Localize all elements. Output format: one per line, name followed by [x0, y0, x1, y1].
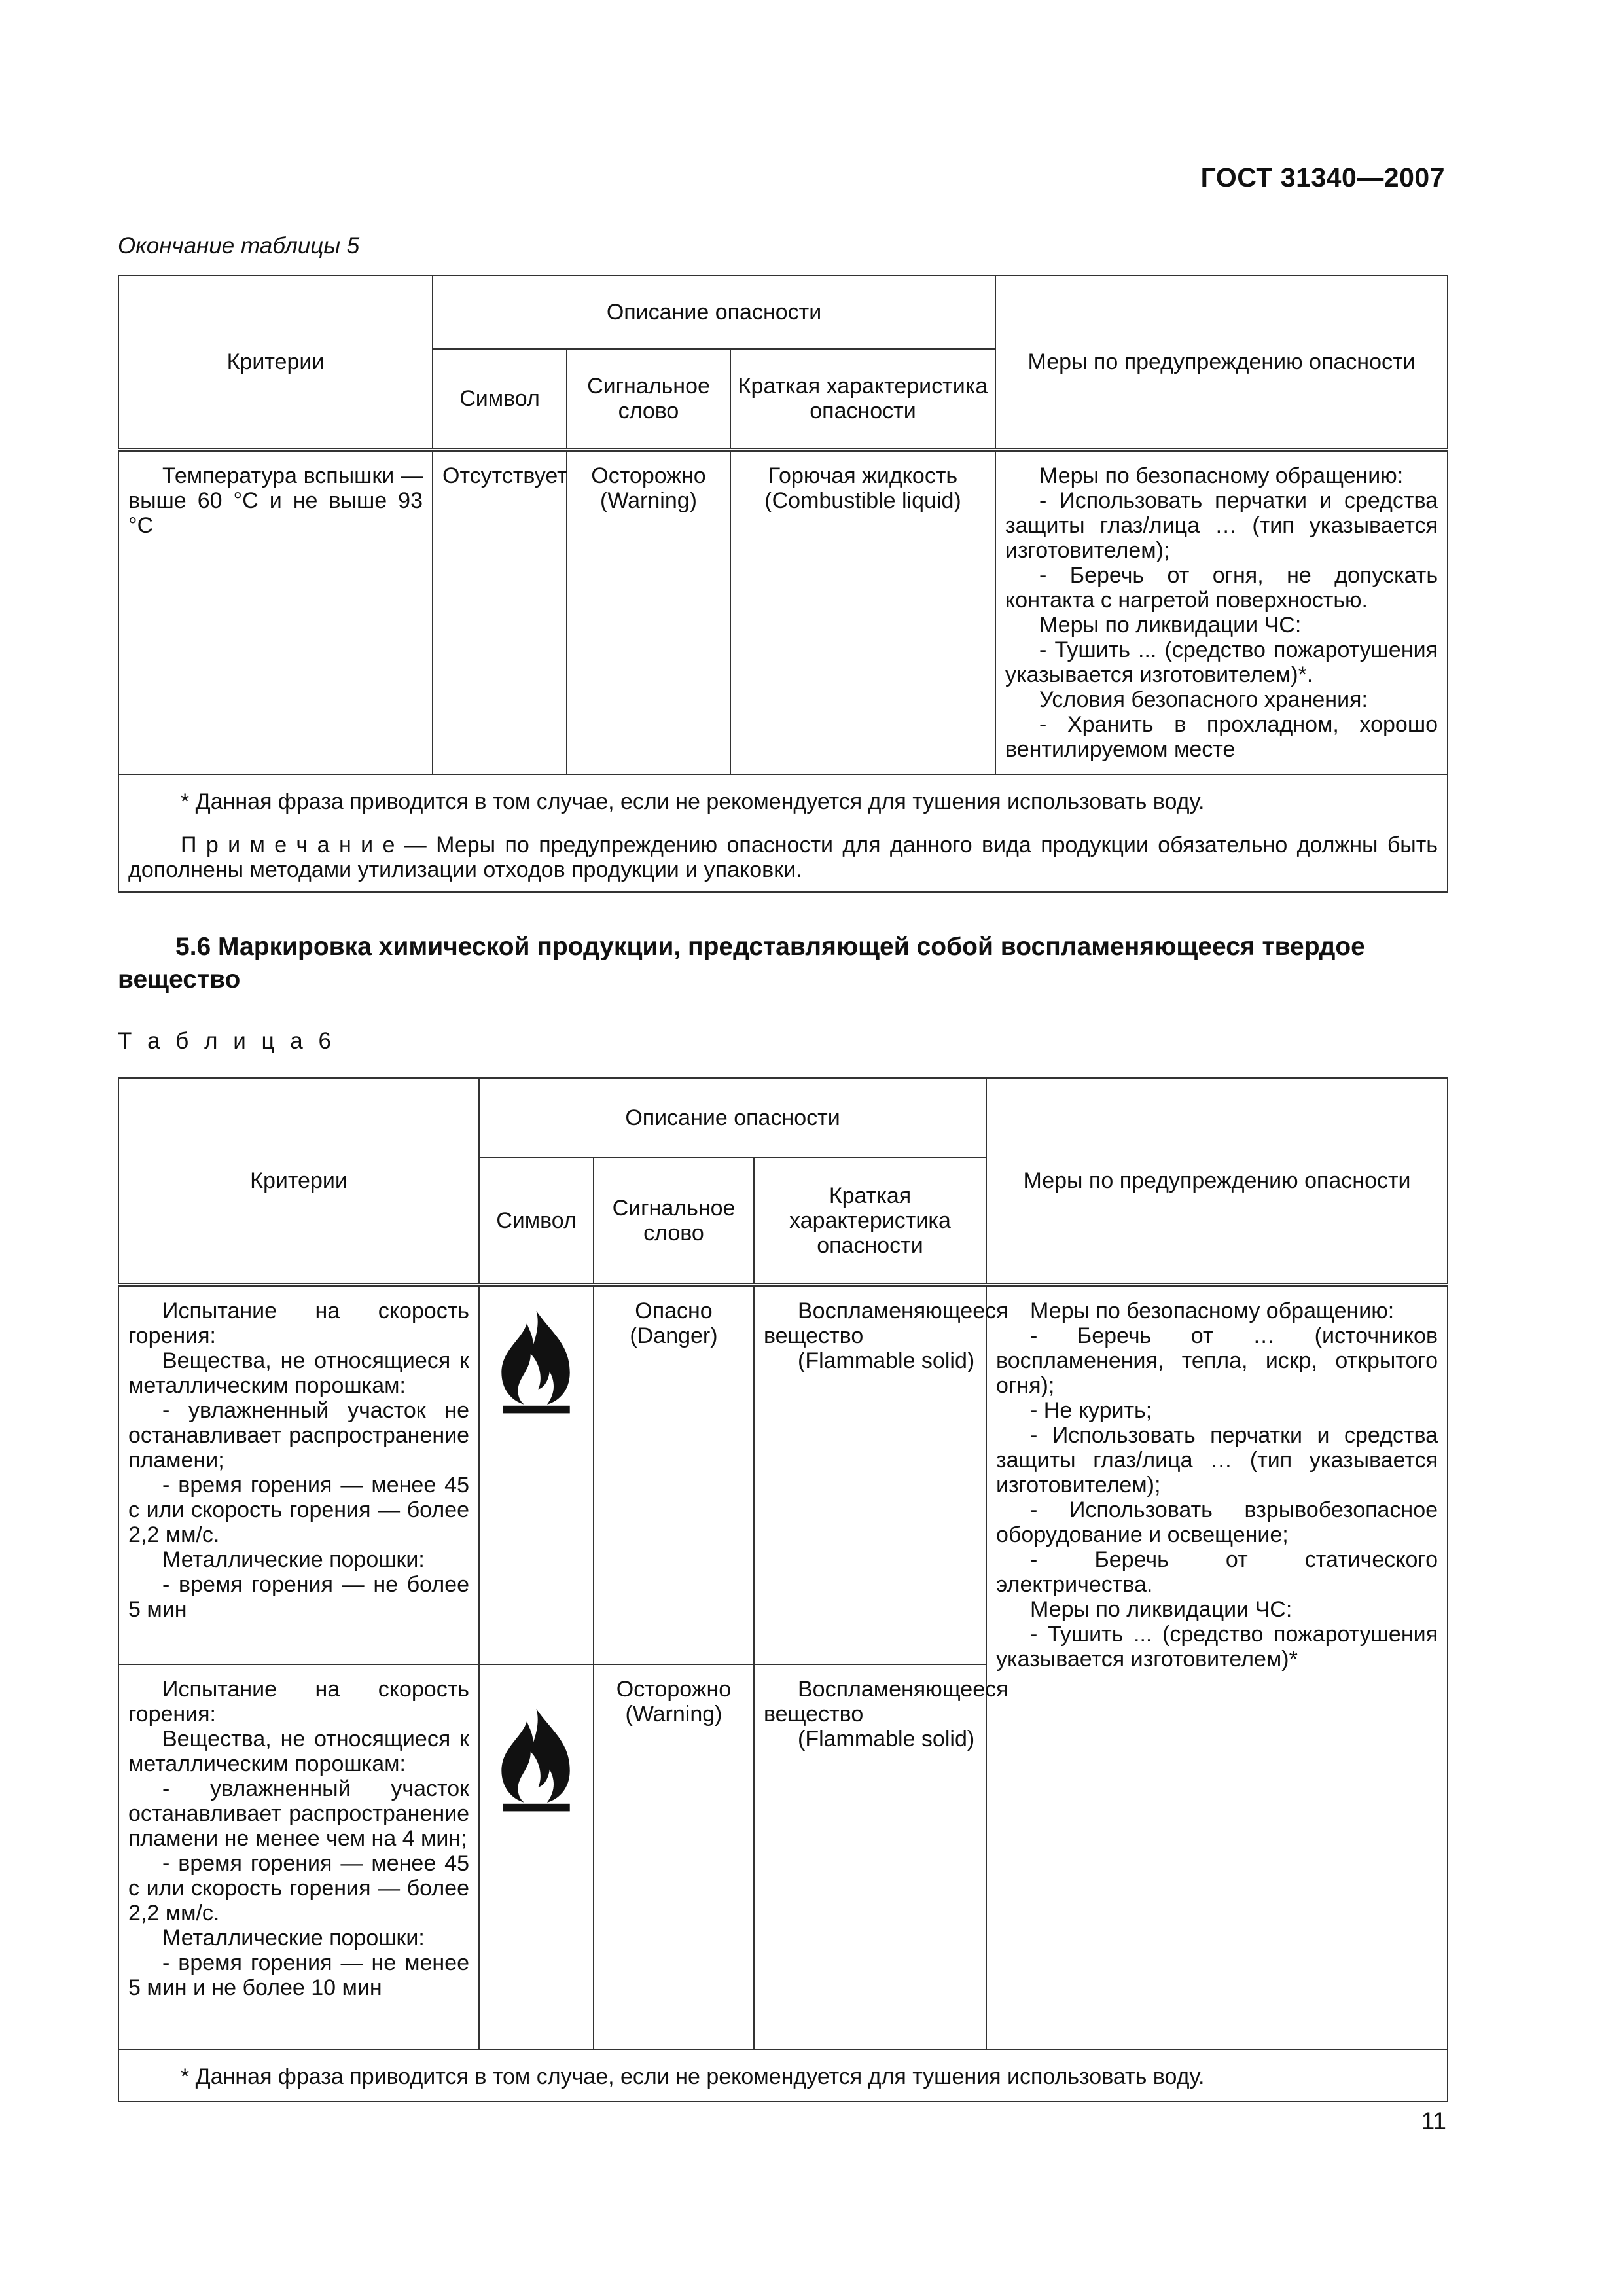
- table5-measure-line: - Использовать перчатки и средства защиты глаз/лица … (тип указывается изготовителем);: [1005, 488, 1438, 563]
- table5-criteria-text: Температура вспышки — выше 60 °С и не выше 93 °С: [128, 463, 423, 538]
- table6-row1-symbol-cell: [479, 1285, 594, 1664]
- table6-row1-brief-cell: [754, 1285, 1008, 1664]
- table5-header-symbol: Символ: [433, 349, 567, 450]
- table5-brief-cell: Горючая жидкость (Combustible liquid): [730, 450, 995, 774]
- table6-footnote-row: [118, 2049, 1448, 2102]
- table6-row-1: [118, 1285, 1448, 1664]
- table6-measure-line: - Беречь от … (источников воспламенения, тепла, искр, открытого огня);: [996, 1323, 1438, 1398]
- table6-caption: Т а б л и ц а 6: [118, 1028, 336, 1054]
- table5-header-signal-word: Сигнальное слово: [567, 349, 730, 450]
- flame-icon: [489, 1677, 584, 1821]
- table6-header-measures: Меры по предупреждению опасности: [986, 1078, 1448, 1285]
- table6-row2-brief-cell: [754, 1664, 1008, 2049]
- table6-row2-symbol-cell: [479, 1664, 594, 2049]
- table6-header-hazard: Описание опасности: [479, 1078, 986, 1158]
- criteria-line: Вещества, не относящиеся к металлическим порошкам:: [128, 1348, 469, 1398]
- table5-header-row-1: [118, 276, 1448, 349]
- table5-symbol-cell: Отсутствует: [433, 450, 567, 774]
- brief-line: (Flammable solid): [798, 1348, 975, 1373]
- table5-note: П р и м е ч а н и е — Меры по предупреждению опасности для данного вида продукции обязательно должны быть дополнены методами утилизации отходов продукции и упаковки.: [128, 833, 1438, 882]
- table6-header-signal-word: Сигнальное слово: [594, 1158, 754, 1285]
- table6-footnote: * Данная фраза приводится в том случае, если не рекомендуется для тушения использовать воду.: [181, 2064, 1205, 2089]
- criteria-line: - время горения — не менее 5 мин и не более 10 мин: [128, 1950, 469, 2000]
- table5-header-hazard: Описание опасности: [433, 276, 995, 349]
- flame-icon: [489, 1299, 584, 1423]
- brief-line: Воспламеняющееся вещество: [764, 1299, 1008, 1348]
- table5-header-brief: Краткая характеристика опасности: [730, 349, 995, 450]
- table6-measure-line: - Тушить ... (средство пожаротушения указывается изготовителем)*: [996, 1622, 1438, 1672]
- table5-measure-line: Условия безопасного хранения:: [1039, 687, 1368, 712]
- table5-footnote-cell: [118, 774, 1448, 892]
- table-6: [118, 1077, 1448, 2102]
- table6-header-row-1: [118, 1078, 1448, 1158]
- table5-measures-cell: [995, 450, 1448, 774]
- standard-code: ГОСТ 31340—2007: [1200, 162, 1445, 192]
- table5-footnote-row: [118, 774, 1448, 892]
- table5-measure-line: Меры по ликвидации ЧС:: [1039, 613, 1302, 637]
- table5-measure-line: - Беречь от огня, не допускать контакта с нагретой поверхностью.: [1005, 563, 1438, 613]
- table5-signal-word-cell: Осторожно (Warning): [567, 450, 730, 774]
- table5-header-measures: Меры по предупреждению опасности: [995, 276, 1448, 450]
- table5-header-criteria: Критерии: [118, 276, 433, 450]
- criteria-line: Металлические порошки:: [162, 1547, 425, 1572]
- criteria-line: Испытание на скорость горения:: [128, 1677, 469, 1727]
- table6-measure-line: - Не курить;: [1030, 1398, 1152, 1423]
- table6-measure-line: - Использовать перчатки и средства защиты глаз/лица … (тип указывается изготовителем);: [996, 1423, 1438, 1498]
- criteria-line: Металлические порошки:: [162, 1926, 425, 1950]
- criteria-line: Вещества, не относящиеся к металлическим порошкам:: [128, 1727, 469, 1776]
- criteria-line: - увлажненный участок не останавливает распространение пламени;: [128, 1398, 469, 1473]
- table5-measure-line: - Хранить в прохладном, хорошо вентилируемом месте: [1005, 712, 1438, 762]
- criteria-line: - время горения — не более 5 мин: [128, 1572, 469, 1622]
- criteria-line: - время горения — менее 45 с или скорость горения — более 2,2 мм/с.: [128, 1473, 469, 1547]
- brief-line: Воспламеняющееся вещество: [764, 1677, 1008, 1727]
- table6-row2-criteria-cell: [118, 1664, 479, 2049]
- table6-measure-line: - Беречь от статического электричества.: [996, 1547, 1438, 1597]
- table5-criteria-cell: [118, 450, 433, 774]
- criteria-line: - увлажненный участок останавливает распространение пламени не менее чем на 4 мин;: [128, 1776, 469, 1851]
- table5-footnote: * Данная фраза приводится в том случае, если не рекомендуется для тушения использовать воду.: [181, 789, 1205, 814]
- table5-row: [118, 450, 1448, 774]
- criteria-line: Испытание на скорость горения:: [128, 1299, 469, 1348]
- table6-row2-signal-word-cell: Осторожно (Warning): [594, 1664, 754, 2049]
- table6-header-brief: Краткая характеристика опасности: [754, 1158, 986, 1285]
- table6-header-criteria: Критерии: [118, 1078, 479, 1285]
- table-5: [118, 275, 1448, 893]
- table5-measure-line: Меры по безопасному обращению:: [1039, 463, 1404, 488]
- table6-measures-cell: [986, 1285, 1448, 2049]
- table6-row1-signal-word-cell: Опасно (Danger): [594, 1285, 754, 1664]
- table6-row1-criteria-cell: [118, 1285, 479, 1664]
- page-number: 11: [1421, 2108, 1446, 2134]
- table5-measure-line: - Тушить ... (средство пожаротушения указывается изготовителем)*.: [1005, 637, 1438, 687]
- brief-line: (Flammable solid): [798, 1727, 975, 1751]
- table6-measure-line: Меры по безопасному обращению:: [1030, 1299, 1395, 1323]
- criteria-line: - время горения — менее 45 с или скорость горения — более 2,2 мм/с.: [128, 1851, 469, 1926]
- section-heading: 5.6 Маркировка химической продукции, представляющей собой воспламеняющееся твердое вещество: [118, 933, 1365, 994]
- table6-header-symbol: Символ: [479, 1158, 594, 1285]
- table6-measure-line: Меры по ликвидации ЧС:: [1030, 1597, 1293, 1622]
- table5-caption: Окончание таблицы 5: [118, 233, 360, 259]
- table6-measure-line: - Использовать взрывобезопасное оборудование и освещение;: [996, 1498, 1438, 1547]
- table6-footnote-cell: [118, 2049, 1448, 2102]
